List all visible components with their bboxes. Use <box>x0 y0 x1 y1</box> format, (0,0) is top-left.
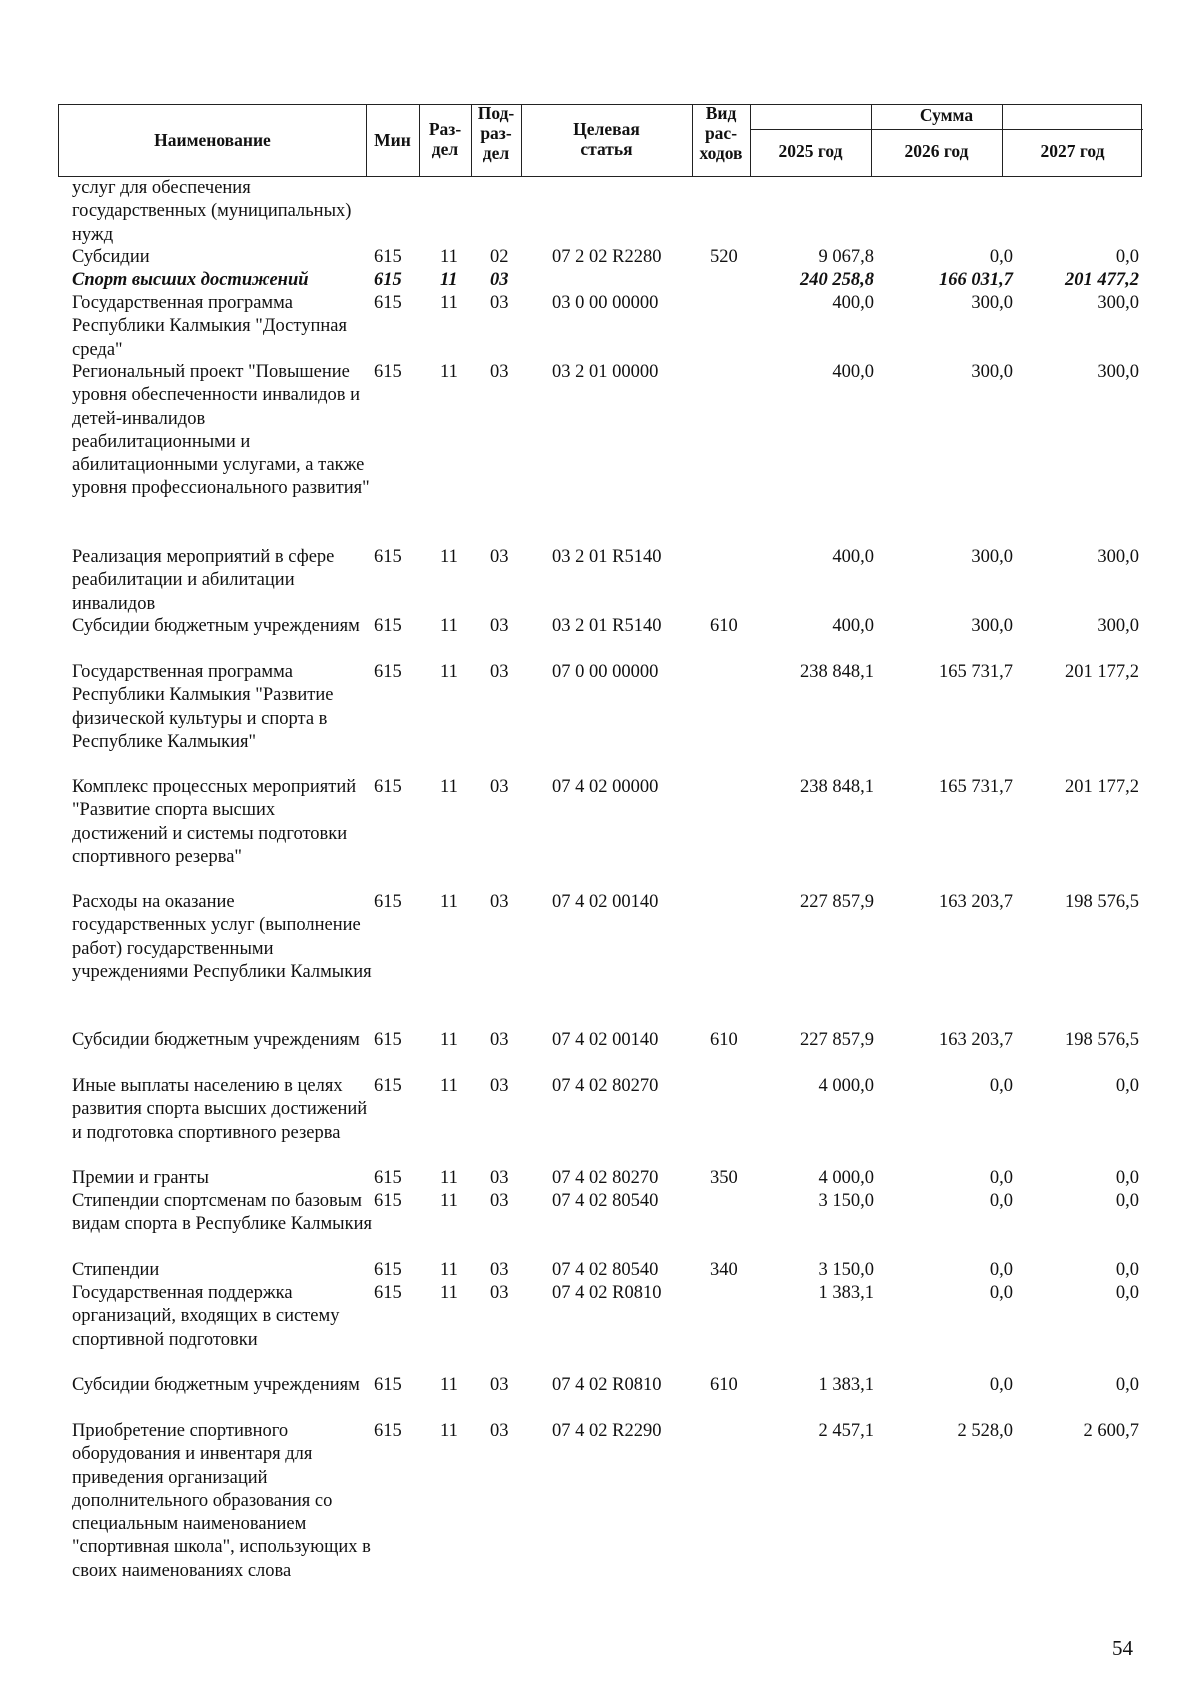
row-min: 615 <box>374 1421 402 1441</box>
row-amount-2025: 227 857,9 <box>800 1030 874 1050</box>
row-name: Приобретение спортивного оборудования и инвентаря для приведения организаций дополнительного образования со специальным наименованием "спортивная школа", использующих в своих наименованиях слова <box>72 1421 371 1581</box>
row-amount-2027: 0,0 <box>1115 1168 1139 1188</box>
row-podrazdel: 03 <box>490 892 509 912</box>
row-amount-2025: 240 258,8 <box>800 270 874 290</box>
row-target-article: 03 2 01 R5140 <box>552 616 662 636</box>
header-year-2025: 2025 год <box>778 141 843 161</box>
row-podrazdel: 03 <box>490 662 509 682</box>
page-number: 54 <box>1112 1636 1133 1660</box>
row-amount-2027: 2 600,7 <box>1083 1421 1139 1441</box>
row-min: 615 <box>374 1283 402 1303</box>
row-amount-2026: 163 203,7 <box>939 1030 1013 1050</box>
row-razdel: 11 <box>440 1076 458 1096</box>
row-podrazdel: 03 <box>490 1076 509 1096</box>
row-target-article: 03 2 01 R5140 <box>552 547 662 567</box>
row-podrazdel: 03 <box>490 1283 509 1303</box>
row-target-article: 07 4 02 80540 <box>552 1191 659 1211</box>
row-name: Субсидии бюджетным учреждениям <box>72 1030 360 1050</box>
row-amount-2027: 198 576,5 <box>1065 892 1139 912</box>
row-name: Государственная программа Республики Калмыкия "Развитие физической культуры и спорта в Республике Калмыкия" <box>72 662 334 752</box>
row-razdel: 11 <box>440 777 458 797</box>
row-razdel: 11 <box>440 1191 458 1211</box>
row-target-article: 07 4 02 00000 <box>552 777 659 797</box>
row-min: 615 <box>374 1260 402 1280</box>
row-amount-2027: 201 477,2 <box>1065 270 1139 290</box>
row-min: 615 <box>374 362 402 382</box>
row-amount-2026: 0,0 <box>989 1076 1013 1096</box>
row-name: Стипендии спортсменам по базовым видам спорта в Республике Калмыкия <box>72 1191 372 1235</box>
row-name: Государственная программа Республики Калмыкия "Доступная среда" <box>72 293 347 360</box>
row-razdel: 11 <box>440 247 458 267</box>
row-name: Реализация мероприятий в сфере реабилитации и абилитации инвалидов <box>72 547 335 614</box>
header-razdel: Раз- дел <box>428 119 462 159</box>
header-min: Мин <box>374 130 411 150</box>
row-expense-type: 350 <box>710 1168 738 1188</box>
row-min: 615 <box>374 1375 402 1395</box>
row-name: Премии и гранты <box>72 1168 209 1188</box>
row-min: 615 <box>374 777 402 797</box>
header-name: Наименование <box>154 130 271 150</box>
row-amount-2026: 300,0 <box>971 616 1013 636</box>
row-podrazdel: 03 <box>490 777 509 797</box>
header-target-article: Целевая статья <box>573 119 640 159</box>
row-expense-type: 340 <box>710 1260 738 1280</box>
row-name: Региональный проект "Повышение уровня обеспеченности инвалидов и детей-инвалидов реабилитационными и абилитационными услугами, а также уровня профессионального развития" <box>72 362 370 499</box>
row-amount-2025: 227 857,9 <box>800 892 874 912</box>
row-min: 615 <box>374 616 402 636</box>
row-amount-2025: 238 848,1 <box>800 662 874 682</box>
row-name: Расходы на оказание государственных услуг (выполнение работ) государственными учреждениями Республики Калмыкия <box>72 892 372 982</box>
row-amount-2025: 9 067,8 <box>818 247 874 267</box>
row-min: 615 <box>374 662 402 682</box>
row-razdel: 11 <box>440 616 458 636</box>
row-expense-type: 610 <box>710 616 738 636</box>
row-amount-2027: 0,0 <box>1115 247 1139 267</box>
row-target-article: 07 4 02 R0810 <box>552 1375 662 1395</box>
table-header <box>58 104 1142 177</box>
row-target-article: 07 4 02 80270 <box>552 1168 659 1188</box>
row-podrazdel: 03 <box>490 1168 509 1188</box>
row-name: Государственная поддержка организаций, входящих в систему спортивной подготовки <box>72 1283 340 1350</box>
row-podrazdel: 03 <box>490 1030 509 1050</box>
row-amount-2026: 2 528,0 <box>957 1421 1013 1441</box>
row-razdel: 11 <box>440 1283 458 1303</box>
row-amount-2026: 0,0 <box>989 1375 1013 1395</box>
row-target-article: 03 0 00 00000 <box>552 293 659 313</box>
row-min: 615 <box>374 270 402 290</box>
header-expense-type: Вид рас- ходов <box>699 103 743 163</box>
row-razdel: 11 <box>440 1030 458 1050</box>
row-amount-2027: 300,0 <box>1097 362 1139 382</box>
row-min: 615 <box>374 547 402 567</box>
row-expense-type: 610 <box>710 1375 738 1395</box>
row-amount-2027: 300,0 <box>1097 616 1139 636</box>
row-amount-2027: 0,0 <box>1115 1375 1139 1395</box>
row-razdel: 11 <box>440 293 458 313</box>
row-amount-2027: 300,0 <box>1097 293 1139 313</box>
row-amount-2025: 400,0 <box>832 547 874 567</box>
row-amount-2025: 400,0 <box>832 362 874 382</box>
row-amount-2027: 300,0 <box>1097 547 1139 567</box>
row-razdel: 11 <box>440 1168 458 1188</box>
row-amount-2026: 0,0 <box>989 1283 1013 1303</box>
row-amount-2025: 1 383,1 <box>818 1283 874 1303</box>
row-razdel: 11 <box>440 1260 458 1280</box>
header-summa: Сумма <box>919 105 974 125</box>
row-target-article: 07 0 00 00000 <box>552 662 659 682</box>
row-target-article: 07 2 02 R2280 <box>552 247 662 267</box>
row-amount-2025: 4 000,0 <box>818 1076 874 1096</box>
row-target-article: 03 2 01 00000 <box>552 362 659 382</box>
row-amount-2026: 300,0 <box>971 362 1013 382</box>
row-amount-2026: 165 731,7 <box>939 777 1013 797</box>
row-amount-2027: 0,0 <box>1115 1191 1139 1211</box>
row-amount-2025: 3 150,0 <box>818 1260 874 1280</box>
header-year-2026: 2026 год <box>904 141 969 161</box>
row-razdel: 11 <box>440 547 458 567</box>
row-amount-2025: 2 457,1 <box>818 1421 874 1441</box>
row-amount-2026: 300,0 <box>971 293 1013 313</box>
row-podrazdel: 03 <box>490 293 509 313</box>
row-razdel: 11 <box>440 1375 458 1395</box>
row-min: 615 <box>374 247 402 267</box>
row-podrazdel: 03 <box>490 1191 509 1211</box>
row-podrazdel: 03 <box>490 616 509 636</box>
row-name: Субсидии бюджетным учреждениям <box>72 1375 360 1395</box>
row-expense-type: 520 <box>710 247 738 267</box>
row-amount-2026: 0,0 <box>989 1260 1013 1280</box>
row-amount-2026: 0,0 <box>989 247 1013 267</box>
row-target-article: 07 4 02 80540 <box>552 1260 659 1280</box>
row-amount-2027: 201 177,2 <box>1065 777 1139 797</box>
row-name: Спорт высших достижений <box>72 270 309 290</box>
row-razdel: 11 <box>440 362 458 382</box>
row-target-article: 07 4 02 00140 <box>552 892 659 912</box>
row-name: Субсидии бюджетным учреждениям <box>72 616 360 636</box>
row-amount-2026: 163 203,7 <box>939 892 1013 912</box>
row-min: 615 <box>374 293 402 313</box>
row-target-article: 07 4 02 00140 <box>552 1030 659 1050</box>
row-amount-2027: 0,0 <box>1115 1076 1139 1096</box>
row-amount-2026: 166 031,7 <box>939 270 1013 290</box>
row-amount-2025: 3 150,0 <box>818 1191 874 1211</box>
header-year-2027: 2027 год <box>1040 141 1105 161</box>
row-name: Субсидии <box>72 247 150 267</box>
row-razdel: 11 <box>440 270 458 290</box>
row-amount-2026: 0,0 <box>989 1168 1013 1188</box>
row-target-article: 07 4 02 R2290 <box>552 1421 662 1441</box>
row-podrazdel: 03 <box>490 1260 509 1280</box>
row-min: 615 <box>374 892 402 912</box>
row-amount-2025: 238 848,1 <box>800 777 874 797</box>
row-amount-2025: 4 000,0 <box>818 1168 874 1188</box>
row-target-article: 07 4 02 R0810 <box>552 1283 662 1303</box>
row-amount-2025: 400,0 <box>832 616 874 636</box>
row-amount-2026: 300,0 <box>971 547 1013 567</box>
row-amount-2027: 201 177,2 <box>1065 662 1139 682</box>
row-amount-2027: 198 576,5 <box>1065 1030 1139 1050</box>
row-podrazdel: 03 <box>490 362 509 382</box>
row-amount-2027: 0,0 <box>1115 1260 1139 1280</box>
row-name: Комплекс процессных мероприятий "Развитие спорта высших достижений и системы подготовки спортивного резерва" <box>72 777 357 867</box>
row-podrazdel: 03 <box>490 270 509 290</box>
row-amount-2026: 0,0 <box>989 1191 1013 1211</box>
row-min: 615 <box>374 1076 402 1096</box>
row-name: Иные выплаты населению в целях развития спорта высших достижений и подготовка спортивного резерва <box>72 1076 368 1143</box>
row-name: Стипендии <box>72 1260 160 1280</box>
row-amount-2025: 400,0 <box>832 293 874 313</box>
row-target-article: 07 4 02 80270 <box>552 1076 659 1096</box>
row-amount-2027: 0,0 <box>1115 1283 1139 1303</box>
row-min: 615 <box>374 1191 402 1211</box>
row-razdel: 11 <box>440 1421 458 1441</box>
row-min: 615 <box>374 1030 402 1050</box>
row-razdel: 11 <box>440 892 458 912</box>
row-amount-2026: 165 731,7 <box>939 662 1013 682</box>
row-podrazdel: 03 <box>490 1375 509 1395</box>
row-expense-type: 610 <box>710 1030 738 1050</box>
row-podrazdel: 03 <box>490 547 509 567</box>
row-name: услуг для обеспечения государственных (муниципальных) нужд <box>72 178 352 245</box>
row-razdel: 11 <box>440 662 458 682</box>
row-min: 615 <box>374 1168 402 1188</box>
row-podrazdel: 02 <box>490 247 509 267</box>
row-podrazdel: 03 <box>490 1421 509 1441</box>
header-podrazdel: Под- раз- дел <box>477 103 515 163</box>
row-amount-2025: 1 383,1 <box>818 1375 874 1395</box>
